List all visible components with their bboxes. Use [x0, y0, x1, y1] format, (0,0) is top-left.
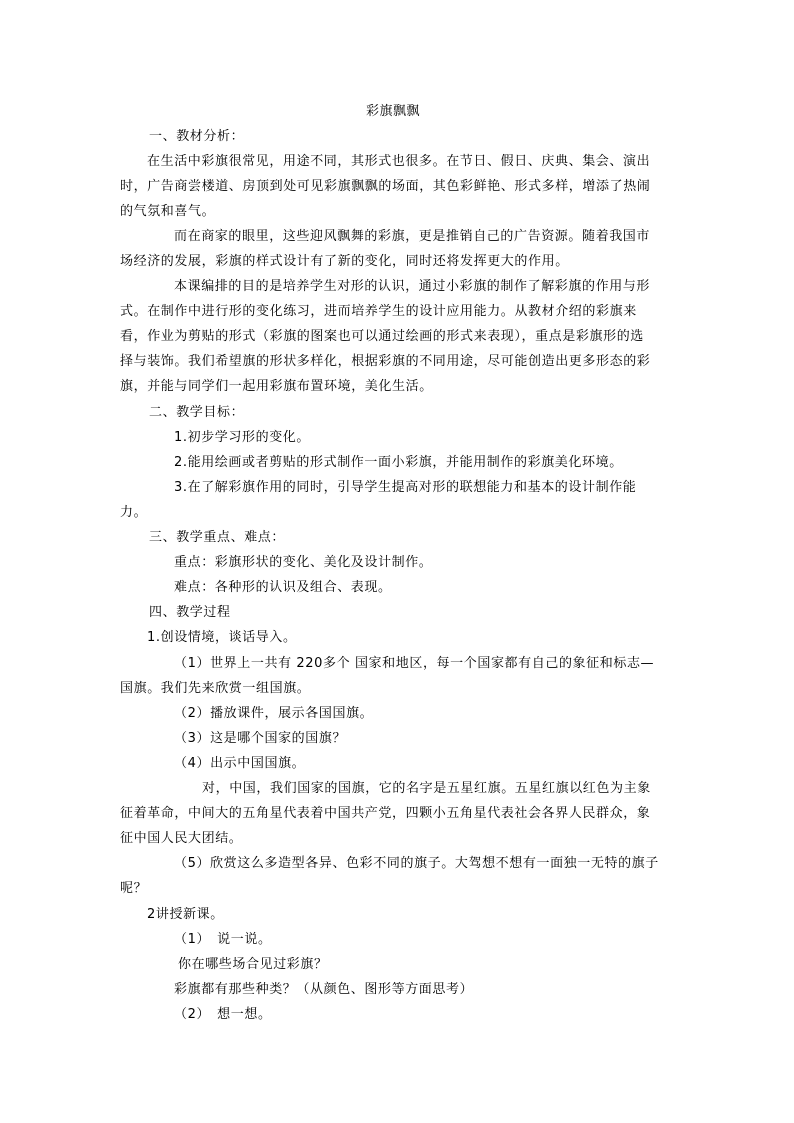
- paragraph-line: 呢？: [120, 881, 148, 896]
- paragraph-line: 征中国人民大团结。: [120, 831, 243, 846]
- paragraph-line: 在生活中彩旗很常见，用途不同，其形式也很多。在节日、假日、庆典、集会、演出: [147, 154, 651, 169]
- list-item: 1.初步学习形的变化。: [174, 430, 311, 445]
- paragraph-line: 看，作业为剪贴的形式（彩旗的图案也可以通过绘画的形式来表现），重点是彩旗形的选: [120, 329, 644, 344]
- paragraph-line: 而在商家的眼里，这些迎风飘舞的彩旗，更是推销自己的广告资源。随着我国市: [174, 229, 651, 244]
- paragraph-line: 择与装饰。我们希望旗的形状多样化，根据彩旗的不同用途，尽可能创造出更多形态的彩: [120, 354, 651, 369]
- paragraph-line: （4）出示中国国旗。: [174, 756, 306, 771]
- paragraph-line: 国旗。我们先来欣赏一组国旗。: [120, 681, 311, 696]
- paragraph-line: （2） 想一想。: [174, 1007, 272, 1022]
- paragraph-line: （1） 说一说。: [174, 932, 272, 947]
- subsection-heading: 2讲授新课。: [147, 907, 224, 922]
- list-item: 力。: [120, 505, 148, 520]
- paragraph-line: 场经济的发展，彩旗的样式设计有了新的变化，同时还将发挥更大的作用。: [120, 254, 569, 269]
- paragraph-line: （3）这是哪个国家的国旗？: [174, 731, 347, 746]
- paragraph-line: （2）播放课件，展示各国国旗。: [174, 706, 374, 721]
- list-item: 2.能用绘画或者剪贴的形式制作一面小彩旗，并能用制作的彩旗美化环境。: [174, 455, 623, 470]
- paragraph-line: 对，中国，我们国家的国旗，它的名字是五星红旗。五星红旗以红色为主象: [202, 781, 651, 796]
- list-item: 难点：各种形的认识及组合、表现。: [174, 580, 392, 595]
- paragraph-line: 时，广告商尝楼道、房顶到处可见彩旗飘飘的场面，其色彩鲜艳、形式多样，增添了热闹: [120, 179, 651, 194]
- section-heading: 二、教学目标：: [149, 405, 245, 420]
- section-heading: 三、教学重点、难点：: [149, 530, 286, 545]
- section-heading: 四、教学过程: [149, 605, 231, 620]
- section-heading: 一、教材分析：: [149, 129, 245, 144]
- paragraph-line: 彩旗都有那些种类？（从颜色、图形等方面思考）: [174, 982, 474, 997]
- subsection-heading: 1.创设情境，谈话导入。: [147, 630, 297, 645]
- paragraph-line: 的气氛和喜气。: [120, 204, 216, 219]
- paragraph-line: 征着革命，中间大的五角星代表着中国共产党，四颗小五角星代表社会各界人民群众，象: [120, 806, 651, 821]
- list-item: 重点：彩旗形状的变化、美化及设计制作。: [174, 555, 433, 570]
- list-item: 3.在了解彩旗作用的同时，引导学生提高对形的联想能力和基本的设计制作能: [174, 480, 637, 495]
- paragraph-line: （5）欣赏这么多造型各异、色彩不同的旗子。大驾想不想有一面独一无特的旗子: [174, 856, 659, 871]
- paragraph-line: （1）世界上一共有 220多个 国家和地区，每一个国家都有自己的象征和标志—: [174, 656, 655, 671]
- paragraph-line: 你在哪些场合见过彩旗？: [178, 957, 328, 972]
- document-title: 彩旗飘飘: [366, 104, 421, 119]
- paragraph-line: 本课编排的目的是培养学生对形的认识，通过小彩旗的制作了解彩旗的作用与形: [174, 279, 651, 294]
- paragraph-line: 式。在制作中进行形的变化练习，进而培养学生的设计应用能力。从教材介绍的彩旗来: [120, 304, 637, 319]
- paragraph-line: 旗，并能与同学们一起用彩旗布置环境，美化生活。: [120, 379, 433, 394]
